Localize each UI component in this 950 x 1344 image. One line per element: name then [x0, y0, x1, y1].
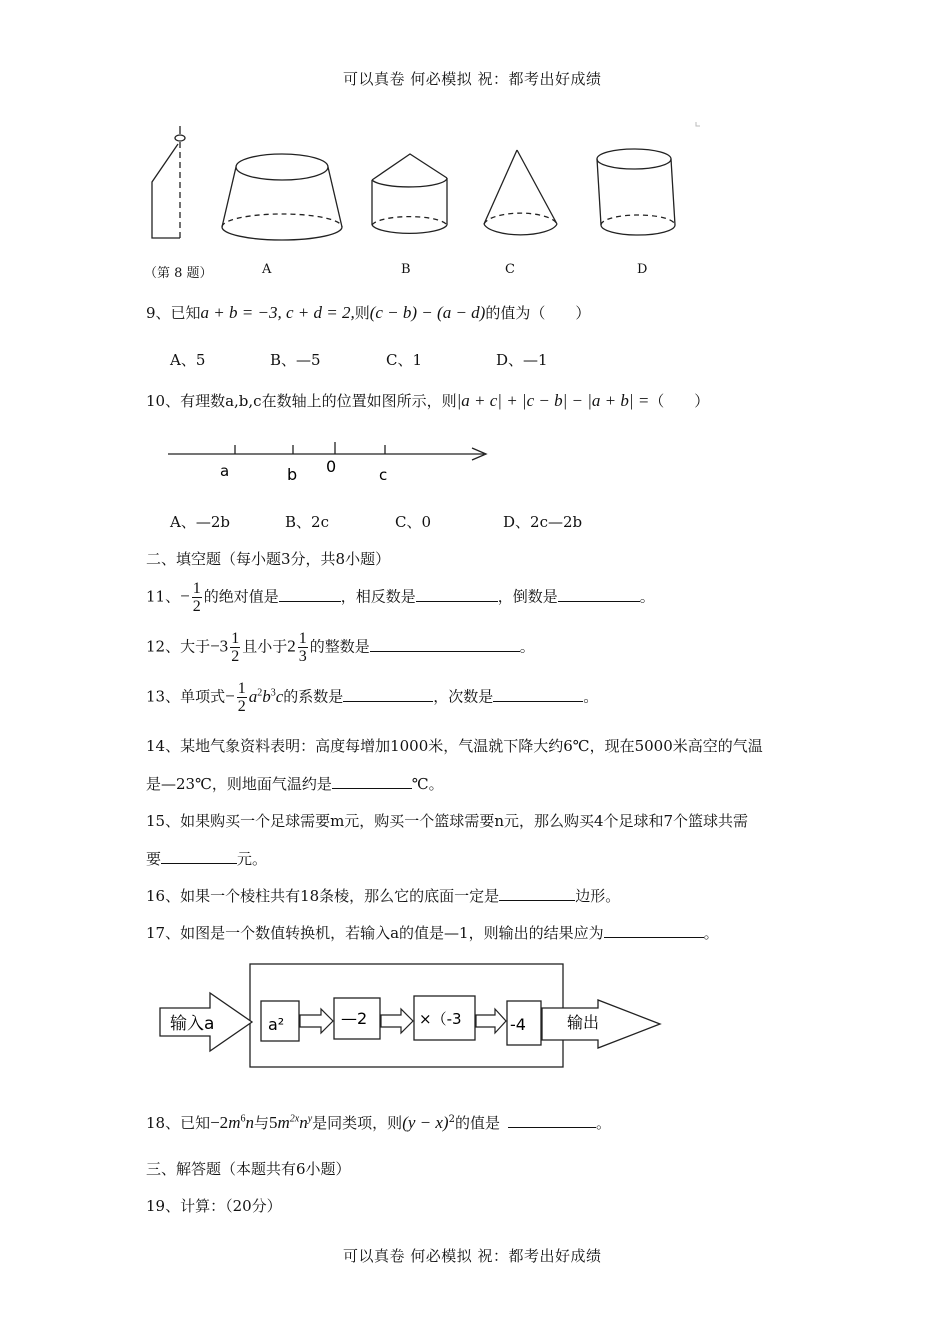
- q9-prefix: 9、已知: [146, 304, 201, 322]
- q10-option-c: C、0: [395, 513, 432, 531]
- q10-label-c: c: [379, 466, 388, 484]
- q8-option-a-frustum: [222, 154, 342, 240]
- q12-prefix: 12、大于: [146, 637, 211, 656]
- q8-label-a: A: [262, 262, 272, 277]
- q13-blank-degree[interactable]: [493, 687, 583, 702]
- q8-figures: [130, 120, 710, 290]
- q13-line: [146, 680, 598, 715]
- page-footer: 可以真卷 何必模拟 祝：都考出好成绩: [343, 1247, 602, 1265]
- q17-blank[interactable]: [604, 923, 704, 938]
- q18-term2-coef: 5: [268, 1113, 278, 1132]
- q18-term2-exp: 2x: [289, 1113, 300, 1125]
- q15-text: 要: [146, 850, 162, 868]
- q8-label-d: D: [637, 262, 648, 277]
- q10-prefix: 10、有理数a,b,c在数轴上的位置如图所示，则: [146, 392, 457, 410]
- q11-denominator: 2: [192, 598, 201, 615]
- q12-denominator2: 3: [298, 648, 307, 665]
- q16-end: 边形。: [575, 887, 621, 905]
- q13-var-a: a: [248, 686, 258, 706]
- q12-whole2: 2: [287, 636, 296, 656]
- q11-end: 。: [639, 587, 655, 606]
- q17-step-arrow-3: [476, 1009, 506, 1033]
- q12-blank[interactable]: [370, 637, 520, 652]
- q12-mid: 且小于: [242, 637, 288, 656]
- q12-numerator1: 1: [231, 630, 240, 647]
- q9-option-d: D、—1: [496, 351, 548, 369]
- q15-end: 元。: [237, 850, 268, 868]
- q11-minus: −: [180, 586, 190, 606]
- q15-line1: 15、如果购买一个足球需要m元，购买一个篮球需要n元，那么购买4个足球和7个篮球共需: [146, 812, 749, 830]
- q17-output-arrow: [542, 1000, 660, 1048]
- q13-numerator: 1: [237, 680, 246, 697]
- q11-numerator: 1: [192, 580, 201, 597]
- q18-text-similar: 是同类项，则: [312, 1114, 403, 1132]
- q18-term2-nexp: y: [307, 1113, 313, 1125]
- q11-prefix: 11、: [146, 587, 181, 606]
- q8-caption: （第 8 题）: [144, 266, 213, 281]
- q9-option-c: C、1: [386, 351, 423, 369]
- q12-numerator2: 1: [298, 630, 307, 647]
- q18-expression-exp: 2: [448, 1114, 455, 1125]
- q17-box-times-label: ×（-3: [419, 1010, 462, 1028]
- q14-line2: [146, 773, 444, 794]
- q10-label-b: b: [287, 465, 298, 484]
- q18-line: [146, 1112, 611, 1133]
- q18-text-value: 的值是: [454, 1114, 500, 1132]
- q18-term2-n: n: [299, 1113, 308, 1132]
- q10-stem: [146, 390, 709, 411]
- q13-end: 。: [583, 687, 599, 706]
- q18-term1: [210, 1113, 254, 1132]
- q10-option-d: D、2c—2b: [503, 513, 583, 531]
- q8-option-c-cone: [484, 150, 557, 235]
- q13-text-degree: ，次数是: [433, 687, 494, 706]
- q12-fraction2: [298, 630, 308, 665]
- q12-end: 。: [519, 637, 535, 656]
- q18-term1-coef: −2: [210, 1113, 229, 1132]
- q12-line: [146, 630, 535, 665]
- q10-option-b: B、2c: [285, 513, 329, 531]
- q18-term1-n: n: [245, 1113, 254, 1132]
- q11-blank-opposite[interactable]: [416, 587, 498, 602]
- q9-condition: a + b = −3, c + d = 2,: [200, 303, 355, 322]
- q8-option-b-cylinder-cone: [372, 154, 447, 233]
- q17-output-label: 输出: [567, 1013, 600, 1032]
- q10-expression: |a + c| + |c − b| − |a + b| =: [456, 391, 650, 410]
- q18-and: 与: [253, 1114, 269, 1132]
- q13-var-c: c: [275, 686, 284, 706]
- q17-line: [146, 922, 719, 943]
- q10-option-a: A、—2b: [170, 513, 230, 531]
- q13-monomial: [249, 687, 284, 706]
- q12-denominator1: 2: [231, 648, 240, 665]
- q18-term1-m: m: [228, 1113, 241, 1132]
- q11-text-reciprocal: ，倒数是: [497, 587, 558, 606]
- q9-suffix: 的值为（ ）: [485, 304, 591, 322]
- q9-stem: [146, 302, 590, 323]
- q8-label-b: B: [401, 262, 411, 277]
- q13-exp-b: 3: [270, 686, 276, 698]
- q13-fraction: [237, 680, 247, 715]
- q9-option-b: B、—5: [270, 351, 321, 369]
- q8-option-d-cylinder: [597, 149, 675, 235]
- q17-text: 17、如图是一个数值转换机，若输入a的值是—1，则输出的结果应为: [146, 924, 604, 942]
- q11-line: [146, 580, 655, 615]
- q18-term2-m: m: [277, 1113, 290, 1132]
- q17-box-minus2-label: —2: [341, 1009, 368, 1028]
- q17-end: 。: [703, 924, 719, 942]
- section3-title: 三、解答题（本题共有6小题）: [146, 1160, 351, 1178]
- q17-box-minus4-label: -4: [510, 1015, 526, 1034]
- q9-then: 则: [354, 304, 370, 322]
- q13-prefix: 13、单项式: [146, 687, 226, 706]
- q12-fraction1: [230, 630, 240, 665]
- q10-label-a: a: [220, 462, 230, 480]
- q10-number-line: [160, 436, 500, 492]
- q14-text: 是—23℃，则地面气温约是: [146, 775, 332, 793]
- q14-blank[interactable]: [332, 774, 412, 789]
- q18-end: 。: [595, 1114, 611, 1132]
- q11-blank-abs[interactable]: [279, 587, 341, 602]
- q14-end: ℃。: [411, 775, 444, 793]
- q13-minus: −: [225, 686, 235, 706]
- q17-step-arrow-2: [381, 1009, 413, 1033]
- q18-term2: [269, 1113, 312, 1132]
- q9-expression: (c − b) − (a − d): [369, 303, 486, 322]
- q13-blank-coef[interactable]: [343, 687, 433, 702]
- section2-title: 二、填空题（每小题3分，共8小题）: [146, 550, 391, 568]
- q9-option-a: A、5: [170, 351, 206, 369]
- q18-prefix: 18、已知: [146, 1114, 211, 1132]
- page-header: 可以真卷 何必模拟 祝：都考出好成绩: [343, 70, 602, 88]
- q8-rotation-figure: [152, 126, 185, 240]
- q16-text: 16、如果一个棱柱共有18条棱，那么它的底面一定是: [146, 887, 500, 905]
- q11-fraction: [192, 580, 202, 615]
- q17-step-arrow-1: [300, 1009, 333, 1033]
- q13-denominator: 2: [237, 698, 246, 715]
- q15-blank[interactable]: [161, 849, 237, 864]
- q18-term1-exp: 6: [240, 1113, 246, 1125]
- q18-expression: (y − x): [402, 1113, 449, 1132]
- q17-input-label: 输入a: [170, 1014, 215, 1034]
- q13-exp-a: 2: [257, 686, 263, 698]
- q10-label-0: 0: [326, 457, 337, 476]
- q19-line: 19、计算：（20分）: [146, 1197, 282, 1215]
- q16-line: [146, 885, 620, 906]
- q12-whole1: −3: [210, 636, 229, 656]
- q17-converter-diagram: [155, 958, 670, 1086]
- q8-label-c: C: [505, 262, 515, 277]
- q13-var-b: b: [262, 686, 271, 706]
- q18-blank[interactable]: [508, 1113, 596, 1128]
- q12-text: 的整数是: [309, 637, 370, 656]
- q17-box-square-label: a²: [268, 1015, 285, 1034]
- q11-text-opposite: ，相反数是: [340, 587, 416, 606]
- q16-blank[interactable]: [499, 886, 575, 901]
- q15-line2: [146, 848, 267, 869]
- q13-text-coef: 的系数是: [283, 687, 344, 706]
- q14-line1: 14、某地气象资料表明：高度每增加1000米，气温就下降大约6℃，现在5000米高空的气温: [146, 737, 763, 755]
- q10-suffix: （ ）: [649, 392, 710, 410]
- q11-text-abs: 的绝对值是: [203, 587, 279, 606]
- q11-blank-reciprocal[interactable]: [558, 587, 640, 602]
